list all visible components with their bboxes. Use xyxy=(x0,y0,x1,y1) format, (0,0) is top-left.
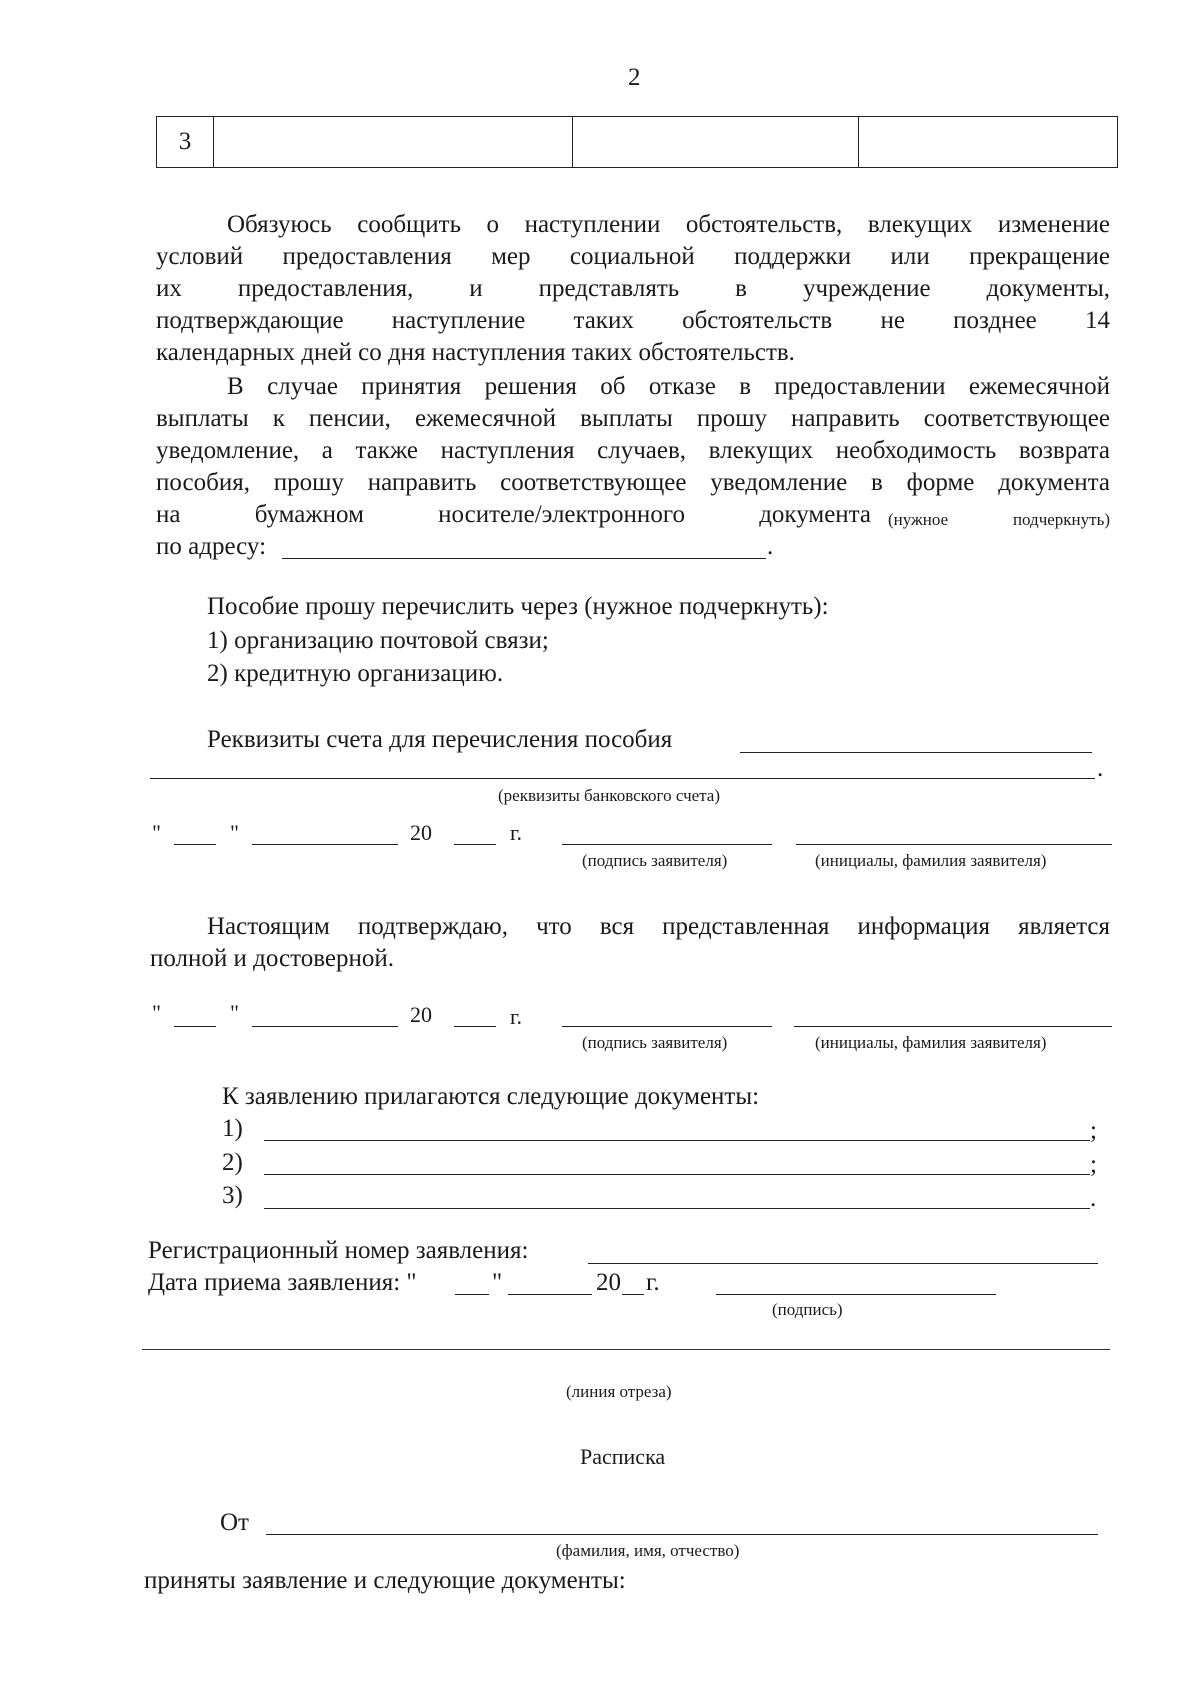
date-open-quote: " xyxy=(152,820,161,845)
accepted-text: приняты заявление и следующие документы: xyxy=(144,1567,626,1594)
refusal-line-1: В случае принятия решения об отказе в предоставлении ежемесячной xyxy=(227,373,1110,400)
attachment-1-field[interactable] xyxy=(264,1140,1090,1141)
requisites-field-1[interactable] xyxy=(740,752,1092,753)
table-row-number: 3 xyxy=(178,128,192,155)
date-close-quote: " xyxy=(230,820,239,845)
applicant-name-field[interactable] xyxy=(796,844,1112,845)
confirm-line-2: полной и достоверной. xyxy=(150,945,394,972)
address-field[interactable] xyxy=(282,558,766,559)
reg-number-field[interactable] xyxy=(588,1263,1098,1264)
attachments-intro: К заявлению прилагаются следующие документы: xyxy=(222,1083,760,1110)
obligation-line-5: календарных дней со дня наступления таких обстоятельств. xyxy=(156,339,795,366)
payment-intro: Пособие прошу перечислить через (нужное подчеркнуть): xyxy=(207,593,829,620)
table-cell-number xyxy=(157,117,214,168)
name-caption: (инициалы, фамилия заявителя) xyxy=(815,851,1047,870)
reg-number-label: Регистрационный номер заявления: xyxy=(148,1237,529,1264)
attachment-2-end: ; xyxy=(1090,1151,1097,1178)
obligation-line-1: Обязуюсь сообщить о наступлении обстоятельств, влекущих изменение xyxy=(227,211,1110,238)
date-century: 20 xyxy=(410,820,432,845)
requisites-field-2[interactable] xyxy=(150,778,1095,779)
date2-day-field[interactable] xyxy=(174,1026,216,1027)
cut-line-caption: (линия отреза) xyxy=(566,1382,672,1401)
payment-option-bank[interactable]: 2) кредитную организацию. xyxy=(207,660,504,687)
date2-month-field[interactable] xyxy=(252,1026,398,1027)
signature-caption: (подпись заявителя) xyxy=(582,851,728,870)
attachment-3-number: 3) xyxy=(222,1182,243,1209)
date-received-century: 20 xyxy=(596,1269,621,1296)
table-cell xyxy=(573,117,859,168)
table-row xyxy=(157,117,1118,168)
attachment-2-number: 2) xyxy=(222,1149,243,1176)
obligation-line-4: подтверждающие наступление таких обстоятельств не позднее 14 xyxy=(156,307,1110,334)
date-month-field[interactable] xyxy=(252,844,398,845)
requisites-end: . xyxy=(1097,755,1104,782)
from-field[interactable] xyxy=(266,1534,1098,1535)
refusal-line-2: выплаты к пенсии, ежемесячной выплаты прошу направить соответствующее xyxy=(156,405,1110,432)
signature2-caption: (подпись заявителя) xyxy=(582,1033,728,1052)
obligation-line-3: их предоставления, и представлять в учреждение документы, xyxy=(156,275,1110,302)
page-number: 2 xyxy=(628,64,641,91)
date2-close-quote: " xyxy=(230,1000,239,1025)
date-received-quote: " xyxy=(492,1269,503,1296)
address-end: . xyxy=(767,533,774,560)
receiver-signature-field[interactable] xyxy=(716,1294,996,1295)
applicant2-name-field[interactable] xyxy=(794,1026,1112,1027)
attachment-1-end: ; xyxy=(1090,1117,1097,1144)
date2-open-quote: " xyxy=(152,1000,161,1025)
date2-century: 20 xyxy=(410,1002,432,1027)
name2-caption: (инициалы, фамилия заявителя) xyxy=(815,1033,1047,1052)
receipt-title: Расписка xyxy=(580,1444,666,1469)
payment-option-post[interactable]: 1) организацию почтовой связи; xyxy=(207,627,549,654)
date-received-month-field[interactable] xyxy=(508,1294,592,1295)
obligation-line-2: условий предоставления мер социальной поддержки или прекращение xyxy=(156,243,1110,270)
applicant-signature-field[interactable] xyxy=(562,844,772,845)
attachment-3-end: . xyxy=(1090,1185,1097,1212)
applicant2-signature-field[interactable] xyxy=(562,1026,772,1027)
date-year-field[interactable] xyxy=(454,844,496,845)
attachment-2-field[interactable] xyxy=(264,1174,1090,1175)
underline-note: (нужное подчеркнуть) xyxy=(888,510,1110,529)
confirm-line-1: Настоящим подтверждаю, что вся представленная информация является xyxy=(207,913,1110,940)
date-year-suffix: г. xyxy=(510,820,523,845)
cut-line xyxy=(142,1349,1110,1350)
date2-year-suffix: г. xyxy=(510,1004,523,1029)
benefits-table xyxy=(156,116,1118,168)
address-label: по адресу: xyxy=(156,533,267,560)
refusal-line-3: уведомление, а также наступления случаев, влекущих необходимость возврата xyxy=(156,437,1110,464)
date-received-year-field[interactable] xyxy=(622,1294,644,1295)
requisites-label: Реквизиты счета для перечисления пособия xyxy=(207,726,673,753)
fio-caption: (фамилия, имя, отчество) xyxy=(556,1541,740,1560)
table-cell xyxy=(859,117,1118,168)
table-cell xyxy=(214,117,573,168)
date-received-suffix: г. xyxy=(646,1269,660,1296)
refusal-line-5: на бумажном носителе/электронного документа xyxy=(156,501,871,528)
sign-caption: (подпись) xyxy=(772,1300,843,1319)
date-day-field[interactable] xyxy=(174,844,216,845)
date-received-label: Дата приема заявления: " xyxy=(148,1269,417,1296)
attachment-1-number: 1) xyxy=(222,1115,243,1142)
date2-year-field[interactable] xyxy=(454,1026,496,1027)
requisites-caption: (реквизиты банковского счета) xyxy=(498,786,721,805)
attachment-3-field[interactable] xyxy=(264,1208,1090,1209)
date-received-day-field[interactable] xyxy=(455,1294,489,1295)
from-label: От xyxy=(220,1509,249,1536)
refusal-line-4: пособия, прошу направить соответствующее уведомление в форме документа xyxy=(156,469,1110,496)
